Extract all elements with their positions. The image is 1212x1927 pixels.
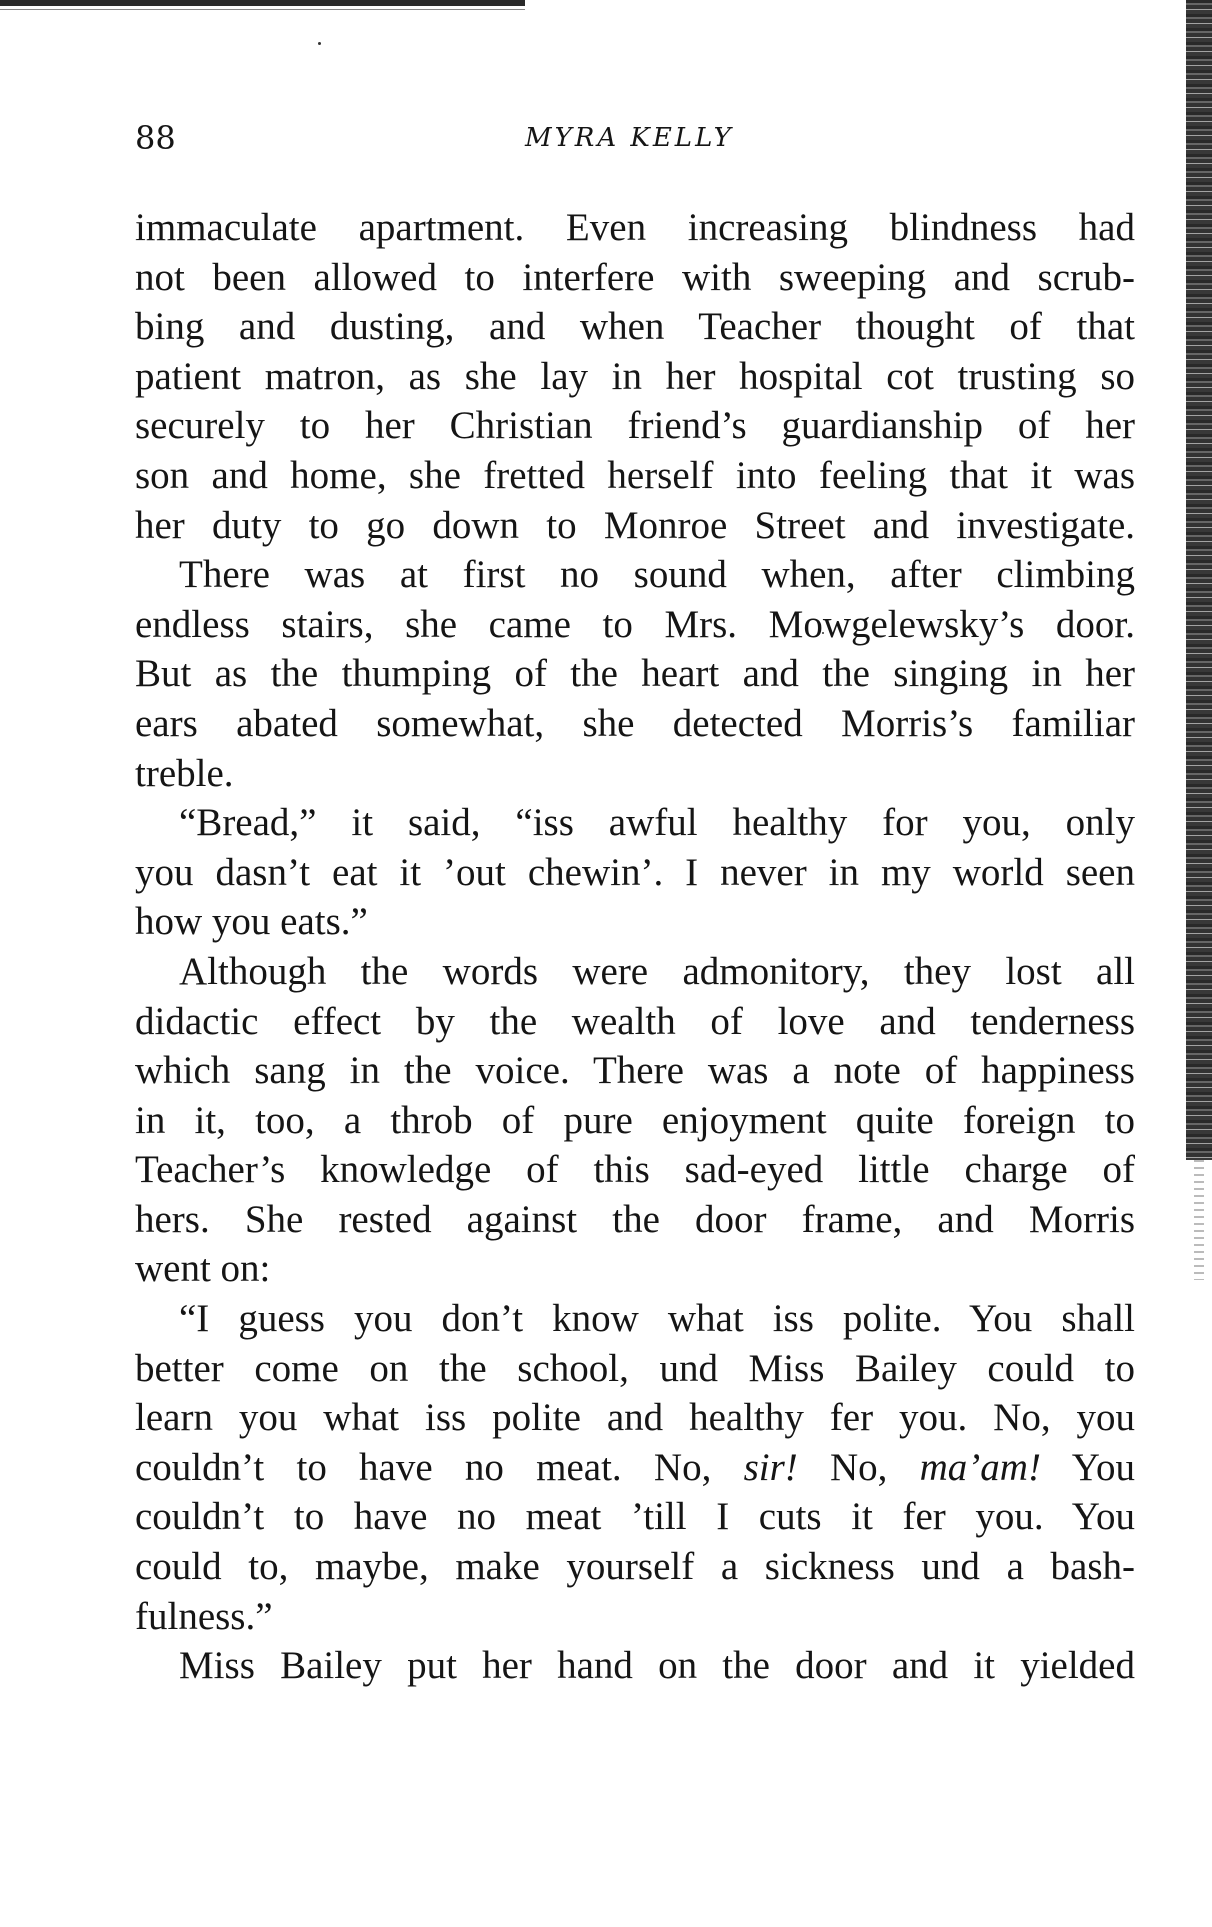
text-line: There was at first no sound when, after climbing <box>179 553 1135 597</box>
running-title: MYRA KELLY <box>525 123 734 153</box>
top-rule <box>0 0 525 6</box>
text-line: in it, too, a throb of pure enjoyment quite foreign to <box>135 1098 1135 1142</box>
text-line: hers. She rested against the door frame, and Morris <box>135 1197 1135 1241</box>
text-line: son and home, she fretted herself into feeling that it was <box>135 453 1135 497</box>
text-line: Although the words were admonitory, they lost all <box>179 949 1135 993</box>
text-line-mixed <box>135 1443 1135 1493</box>
text-line: endless stairs, she came to Mrs. Mowgelewsky’s door. <box>135 602 1135 646</box>
text-run: You <box>1071 1445 1136 1489</box>
text-line: But as the thumping of the heart and the singing in her <box>135 652 1135 696</box>
text-line: learn you what iss polite and healthy fer you. No, you <box>135 1396 1135 1440</box>
text-line: immaculate apartment. Even increasing blindness had <box>135 206 1135 249</box>
text-line: “Bread,” it said, “iss awful healthy for you, only <box>179 801 1135 845</box>
text-line: ears abated somewhat, she detected Morris’s familiar <box>135 701 1135 745</box>
text-line: not been allowed to interfere with sweeping and scrub- <box>135 255 1135 299</box>
page-binding-edge <box>1186 0 1212 1160</box>
scan-speck <box>318 42 321 45</box>
text-run: couldn’t to have no meat. No, <box>135 1445 712 1489</box>
text-line: “I guess you don’t know what iss polite. You shall <box>179 1297 1135 1341</box>
text-line: how you eats.” <box>135 900 368 944</box>
page-number: 88 <box>135 119 176 157</box>
text-line: which sang in the voice. There was a note of happiness <box>135 1049 1135 1093</box>
page-header <box>135 118 1135 158</box>
text-run: No, <box>829 1445 888 1489</box>
text-line: treble. <box>135 751 234 795</box>
text-line: patient matron, as she lay in her hospital cot trusting so <box>135 354 1135 398</box>
text-line: you dasn’t eat it ’out chewin’. I never in my world seen <box>135 850 1135 894</box>
text-line: went on: <box>135 1247 271 1291</box>
text-line: didactic effect by the wealth of love and tenderness <box>135 999 1135 1043</box>
text-line: her duty to go down to Monroe Street and investigate. <box>135 503 1135 547</box>
italic-run: sir! <box>743 1445 798 1489</box>
text-line: could to, maybe, make yourself a sickness und a bash- <box>135 1545 1135 1589</box>
text-line: bing and dusting, and when Teacher thought of that <box>135 305 1135 349</box>
text-line: couldn’t to have no meat ’till I cuts it fer you. You <box>135 1495 1135 1539</box>
text-line: better come on the school, und Miss Bailey could to <box>135 1346 1135 1390</box>
top-rule-thin <box>0 9 525 10</box>
body-text <box>135 203 1135 1691</box>
text-line: securely to her Christian friend’s guardianship of her <box>135 404 1135 448</box>
text-line: fulness.” <box>135 1594 273 1638</box>
text-line: Miss Bailey put her hand on the door and it yielded <box>179 1644 1135 1688</box>
page-binding-edge-fade <box>1194 1160 1204 1280</box>
text-line: Teacher’s knowledge of this sad-eyed little charge of <box>135 1148 1135 1192</box>
italic-run: ma’am! <box>919 1445 1041 1489</box>
